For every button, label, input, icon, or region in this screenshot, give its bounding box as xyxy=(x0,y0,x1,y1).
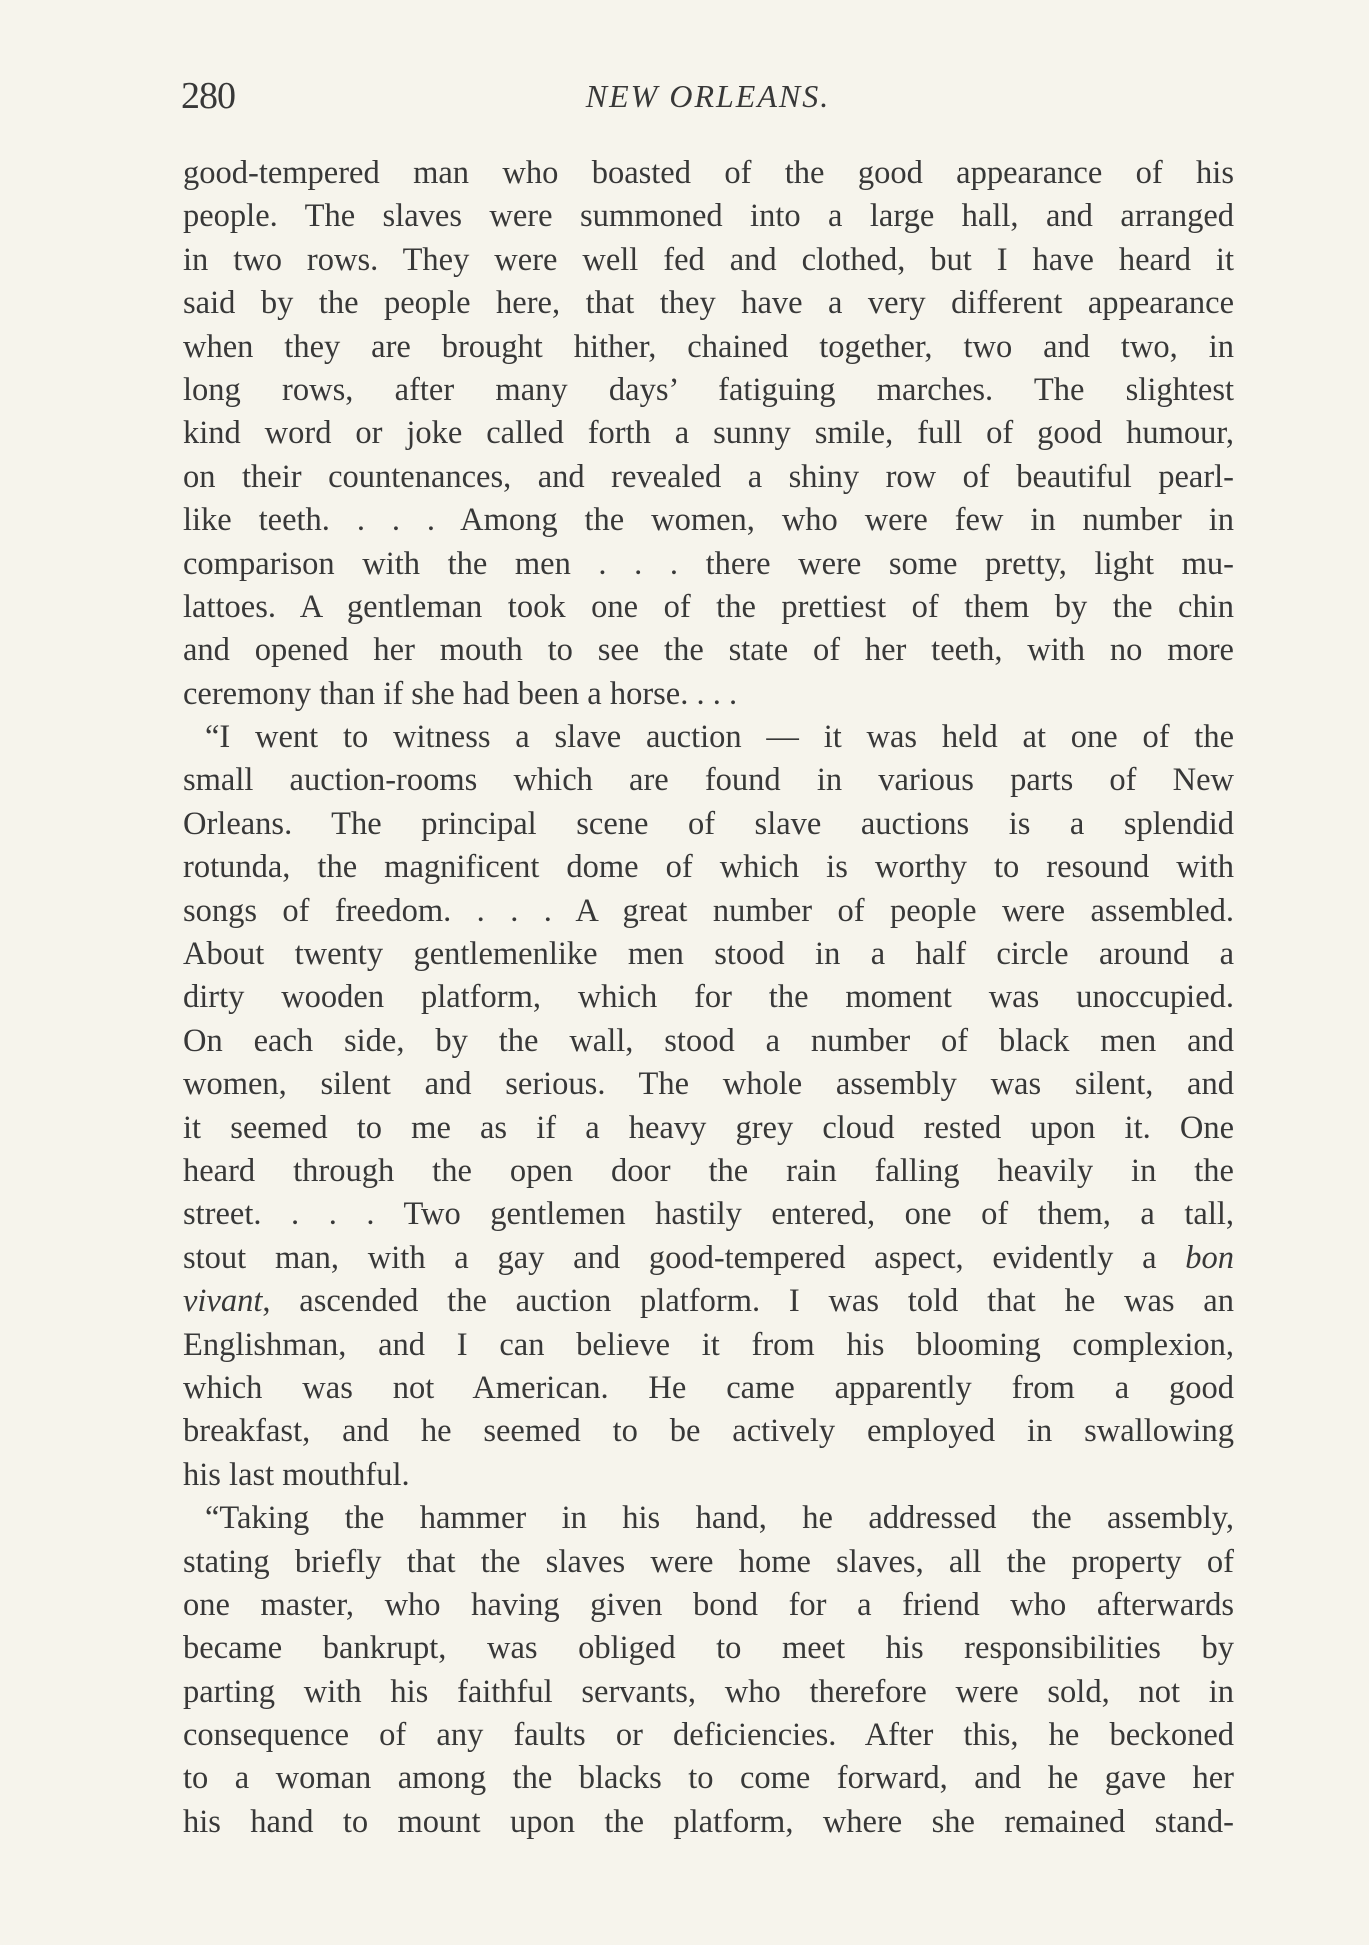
text-line: kind word or joke called forth a sunny smile, full of good humour, xyxy=(183,415,1234,452)
text-line: comparison with the men . . . there were some pretty, light mu- xyxy=(183,545,1234,582)
text-line: parting with his faithful servants, who therefore were sold, not in xyxy=(183,1673,1234,1710)
text-line: About twenty gentlemenlike men stood in a half circle around a xyxy=(183,936,1234,973)
text-segment: , ascended the auction platform. I was told that he was an xyxy=(262,1283,1234,1320)
text-segment: stout man, with a gay and good-tempered aspect, evidently a xyxy=(183,1239,1186,1276)
text-line: when they are brought hither, chained together, two and two, in xyxy=(183,328,1234,365)
text-line: became bankrupt, was obliged to meet his responsibilities by xyxy=(183,1630,1234,1667)
text-line: “I went to witness a slave auction — it was held at one of the xyxy=(205,719,1234,756)
text-line: to a woman among the blacks to come forward, and he gave her xyxy=(183,1760,1234,1797)
page-number: 280 xyxy=(181,75,235,117)
paragraph xyxy=(183,716,1234,1497)
text-line: his last mouthful. xyxy=(183,1456,410,1493)
text-line: it seemed to me as if a heavy grey cloud rested upon it. One xyxy=(183,1109,1234,1146)
italic-phrase: vivant xyxy=(183,1283,263,1320)
running-title: NEW ORLEANS. xyxy=(585,78,831,114)
text-line: breakfast, and he seemed to be actively employed in swallowing xyxy=(183,1413,1234,1450)
text-line: good-tempered man who boasted of the good appearance of his xyxy=(183,155,1234,191)
text-line: which was not American. He came apparently from a good xyxy=(183,1369,1234,1406)
paragraph xyxy=(183,152,1234,716)
text-line: small auction-rooms which are found in various parts of New xyxy=(183,762,1234,799)
text-line: consequence of any faults or deficiencies. After this, he beckoned xyxy=(183,1717,1234,1754)
text-line: like teeth. . . . Among the women, who were few in number in xyxy=(183,502,1234,539)
text-line: on their countenances, and revealed a shiny row of beautiful pearl- xyxy=(183,458,1234,495)
text-line: long rows, after many days’ fatiguing marches. The slightest xyxy=(183,371,1234,408)
text-line: rotunda, the magnificent dome of which is worthy to resound with xyxy=(183,849,1234,886)
text-line: songs of freedom. . . . A great number of people were assembled. xyxy=(183,892,1234,929)
text-line: dirty wooden platform, which for the moment was unoccupied. xyxy=(183,979,1234,1016)
text-line: lattoes. A gentleman took one of the prettiest of them by the chin xyxy=(183,588,1234,625)
text-line xyxy=(183,1280,1234,1323)
text-line: “Taking the hammer in his hand, he addressed the assembly, xyxy=(205,1500,1234,1537)
text-line: women, silent and serious. The whole assembly was silent, and xyxy=(183,1066,1234,1103)
text-line: heard through the open door the rain falling heavily in the xyxy=(183,1152,1234,1189)
text-line: people. The slaves were summoned into a large hall, and arranged xyxy=(183,198,1234,235)
text-line: his hand to mount upon the platform, where she remained stand- xyxy=(183,1803,1234,1840)
text-line: ceremony than if she had been a horse. . . . xyxy=(183,675,738,712)
text-line: in two rows. They were well fed and clothed, but I have heard it xyxy=(183,241,1234,278)
italic-phrase: bon xyxy=(1185,1239,1234,1276)
text-line: On each side, by the wall, stood a number of black men and xyxy=(183,1022,1234,1059)
text-line: Orleans. The principal scene of slave auctions is a splendid xyxy=(183,805,1234,842)
paragraph xyxy=(183,1497,1234,1844)
text-line xyxy=(183,1237,1234,1280)
text-line: and opened her mouth to see the state of her teeth, with no more xyxy=(183,632,1234,669)
body-text xyxy=(183,152,1234,1844)
text-line: said by the people here, that they have a very different appearance xyxy=(183,285,1234,322)
text-line: one master, who having given bond for a friend who afterwards xyxy=(183,1586,1234,1623)
text-line: Englishman, and I can believe it from his blooming complexion, xyxy=(183,1326,1234,1363)
text-line: street. . . . Two gentlemen hastily entered, one of them, a tall, xyxy=(183,1196,1234,1233)
text-line: stating briefly that the slaves were home slaves, all the property of xyxy=(183,1543,1234,1580)
